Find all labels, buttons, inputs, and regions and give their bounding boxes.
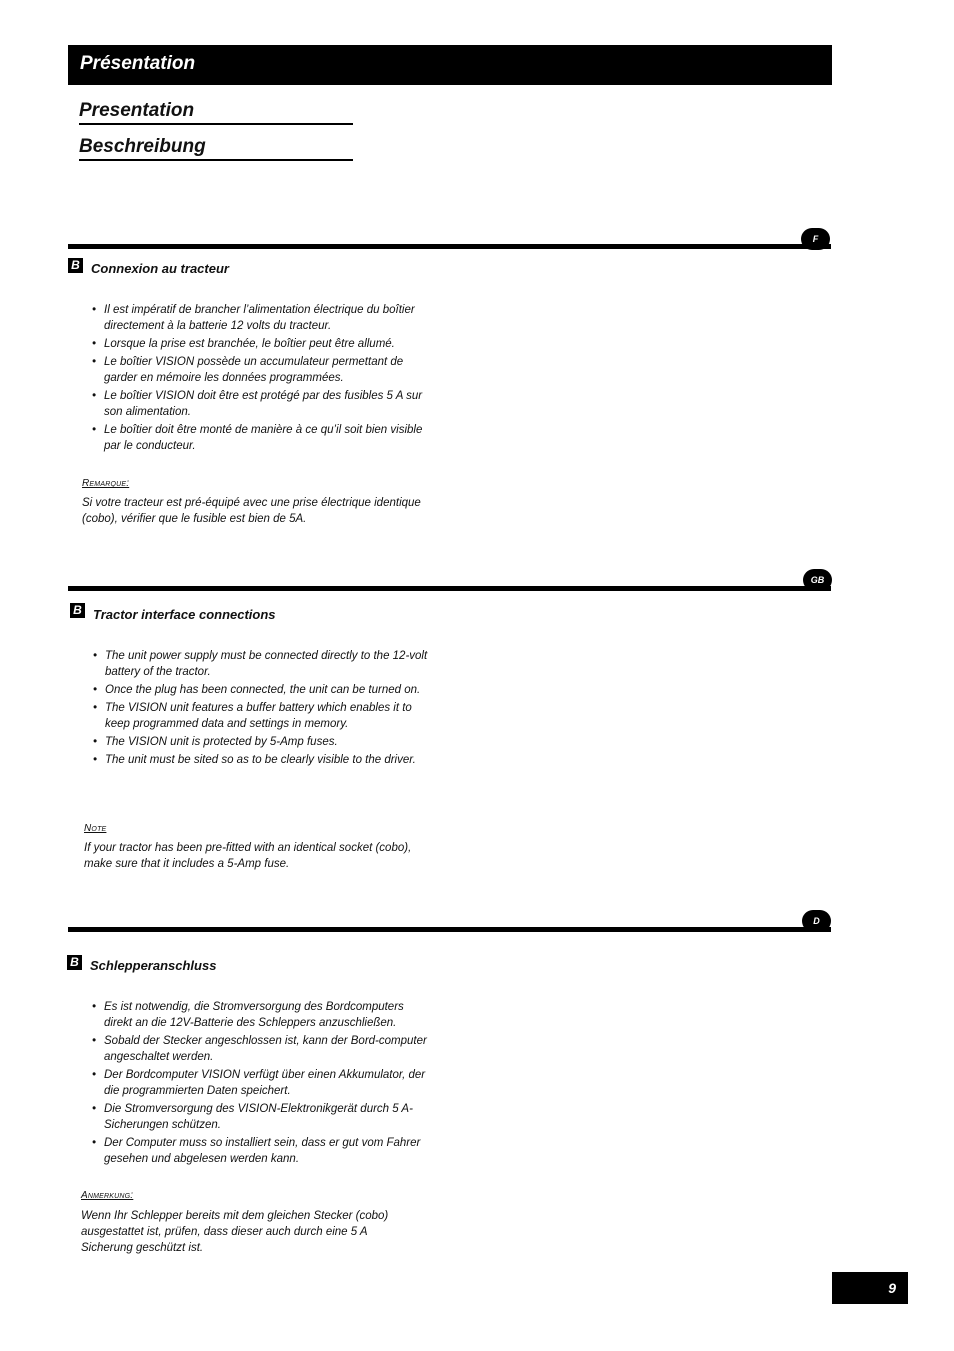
note-label-fr: Remarque: bbox=[82, 478, 130, 489]
language-badge-gb: GB bbox=[803, 569, 832, 591]
section-marker-fr: B bbox=[68, 258, 83, 273]
language-badge-de: D bbox=[802, 910, 831, 932]
title-bar bbox=[68, 45, 832, 85]
bullet-list-fr bbox=[92, 302, 432, 456]
list-item: • The VISION unit is protected by 5-Amp fuses. bbox=[93, 734, 433, 750]
list-item: • Once the plug has been connected, the unit can be turned on. bbox=[93, 682, 433, 698]
section-heading-gb: Tractor interface connections bbox=[93, 607, 276, 622]
list-item: • Lorsque la prise est branchée, le boîtier peut être allumé. bbox=[92, 336, 432, 352]
list-item: • Il est impératif de brancher l’alimentation électrique du boîtier directement à la batterie 12 volts du tracteur. bbox=[92, 302, 432, 334]
list-item: • The VISION unit features a buffer battery which enables it to keep programmed data and settings in memory. bbox=[93, 700, 433, 732]
subtitle-german: Beschreibung bbox=[79, 136, 353, 161]
page-number: 9 bbox=[832, 1272, 908, 1304]
page-title: Présentation bbox=[80, 53, 196, 74]
bullet-list-gb bbox=[93, 648, 433, 770]
section-heading-de: Schlepperanschluss bbox=[90, 958, 217, 973]
subtitle-english: Presentation bbox=[79, 100, 353, 125]
list-item: • Der Computer muss so installiert sein, dass er gut vom Fahrer gesehen und abgelesen werden kann. bbox=[92, 1135, 432, 1167]
note-text-fr: Si votre tracteur est pré-équipé avec une prise électrique identique (cobo), vérifier que le fusible est bien de 5A. bbox=[82, 497, 421, 525]
list-item: • The unit must be sited so as to be clearly visible to the driver. bbox=[93, 752, 433, 768]
list-item: • Der Bordcomputer VISION verfügt über einen Akkumulator, der die programmierten Daten speichert. bbox=[92, 1067, 432, 1099]
list-item: • Le boîtier VISION possède un accumulateur permettant de garder en mémoire les données programmées. bbox=[92, 354, 432, 386]
section-heading-fr: Connexion au tracteur bbox=[91, 261, 229, 276]
note-text-gb: If your tractor has been pre-fitted with an identical socket (cobo), make sure that it includes a 5-Amp fuse. bbox=[84, 842, 412, 870]
language-badge-fr: F bbox=[801, 228, 830, 250]
list-item: • Die Stromversorgung des VISION-Elektronikgerät durch 5 A-Sicherungen schützen. bbox=[92, 1101, 432, 1133]
list-item: • Le boîtier doit être monté de manière à ce qu’il soit bien visible par le conducteur. bbox=[92, 422, 432, 454]
section-rule-gb bbox=[68, 586, 831, 591]
section-marker-gb: B bbox=[70, 603, 85, 618]
note-label-de: Anmerkung: bbox=[81, 1190, 134, 1201]
bullet-list-de bbox=[92, 999, 432, 1169]
list-item: • Sobald der Stecker angeschlossen ist, kann der Bord-computer angeschaltet werden. bbox=[92, 1033, 432, 1065]
section-rule-fr bbox=[68, 244, 831, 249]
list-item: • The unit power supply must be connected directly to the 12-volt battery of the tractor. bbox=[93, 648, 433, 680]
note-label-gb: Note bbox=[84, 823, 107, 834]
list-item: • Le boîtier VISION doit être est protégé par des fusibles 5 A sur son alimentation. bbox=[92, 388, 432, 420]
section-rule-de bbox=[68, 927, 831, 932]
list-item: • Es ist notwendig, die Stromversorgung des Bordcomputers direkt an die 12V-Batterie des Schleppers anzuschließen. bbox=[92, 999, 432, 1031]
section-marker-de: B bbox=[67, 955, 82, 970]
note-text-de: Wenn Ihr Schlepper bereits mit dem gleichen Stecker (cobo) ausgestattet ist, prüfen, dass dieser auch durch eine 5 A Sicherung geschützt ist. bbox=[81, 1210, 389, 1254]
